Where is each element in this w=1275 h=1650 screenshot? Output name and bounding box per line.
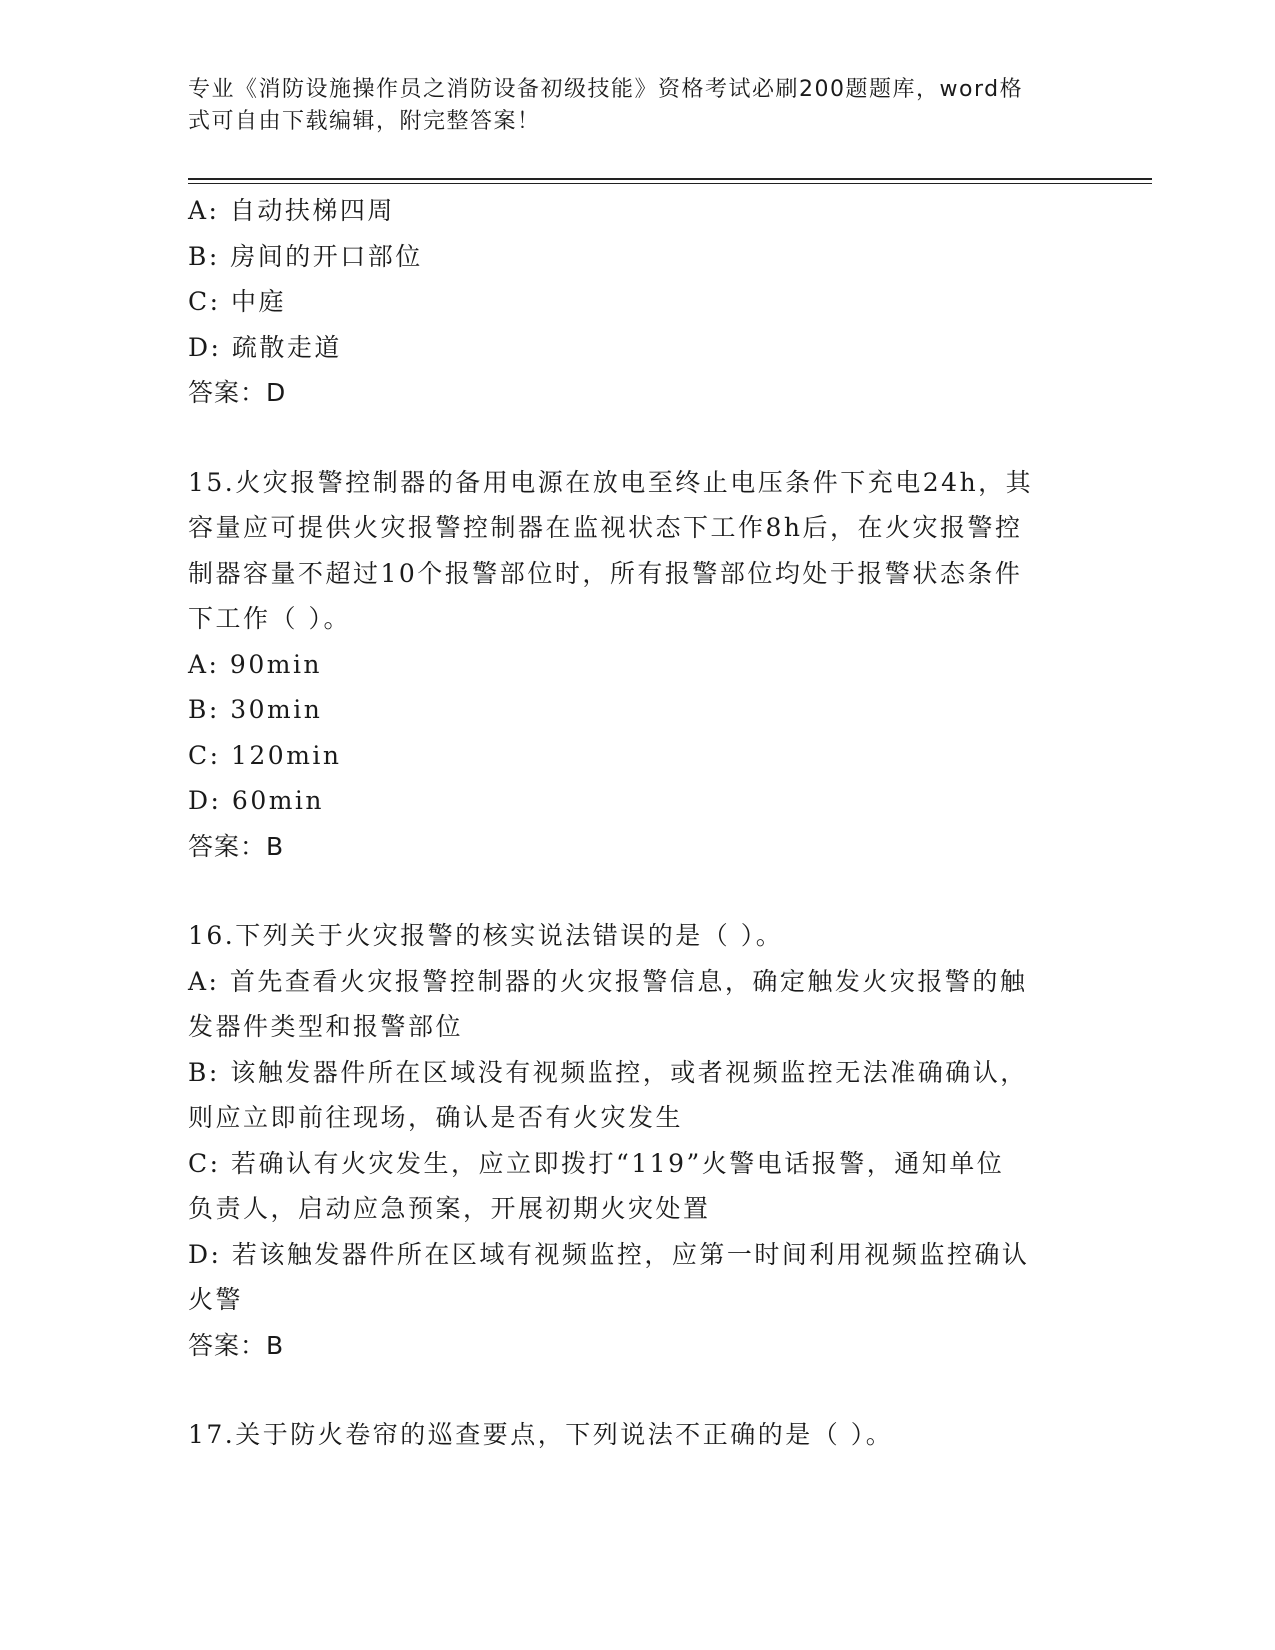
q15-option-a: A: 90min (188, 649, 323, 679)
q15-option-c: C: 120min (188, 740, 342, 770)
question-15-block (188, 460, 1088, 870)
q14-answer: 答案：D (188, 378, 287, 407)
question-16-block (188, 913, 1088, 1368)
q16-option-c-line-2: 负责人，启动应急预案，开展初期火灾处置 (188, 1194, 711, 1223)
question-list (188, 188, 1088, 1458)
header-rule-thick (188, 178, 1152, 180)
header-line-1: 专业《消防设施操作员之消防设备初级技能》资格考试必刷200题题库，word格 (188, 77, 1024, 102)
q15-option-b: B: 30min (188, 695, 323, 724)
page-header (188, 74, 1088, 138)
q15-stem-line-3: 制器容量不超过10个报警部位时，所有报警部位均处于报警状态条件 (188, 558, 1023, 588)
q16-option-c-line-1: C: 若确认有火灾发生，应立即拨打“119”火警电话报警，通知单位 (188, 1148, 1005, 1178)
q16-stem-line-1: 16.下列关于火灾报警的核实说法错误的是（ ）。 (188, 921, 784, 950)
q16-option-a-line-2: 发器件类型和报警部位 (188, 1012, 464, 1041)
q16-option-b-line-2: 则应立即前往现场，确认是否有火灾发生 (188, 1103, 684, 1132)
q14-option-d: D: 疏散走道 (188, 332, 342, 362)
q15-stem-line-4: 下工作（ ）。 (188, 604, 351, 633)
header-rule-thin (188, 183, 1152, 184)
q15-answer: 答案：B (188, 831, 285, 861)
q15-option-d: D: 60min (188, 786, 325, 815)
question-17-block (188, 1412, 1088, 1458)
q16-option-d-line-1: D: 若该触发器件所在区域有视频监控，应第一时间利用视频监控确认 (188, 1239, 1030, 1269)
question-14-block (188, 188, 1088, 416)
q14-option-c: C: 中庭 (188, 287, 286, 316)
q15-stem-line-2: 容量应可提供火灾报警控制器在监视状态下工作8h后，在火灾报警控 (188, 513, 1023, 542)
q14-option-a: A: 自动扶梯四周 (188, 196, 395, 225)
q16-option-a-line-1: A: 首先查看火灾报警控制器的火灾报警信息，确定触发火灾报警的触 (188, 966, 1028, 996)
q14-option-b: B: 房间的开口部位 (188, 241, 423, 271)
header-line-2: 式可自由下载编辑，附完整答案！ (188, 109, 541, 134)
q16-option-b-line-1: B: 该触发器件所在区域没有视频监控，或者视频监控无法准确确认， (188, 1057, 1028, 1087)
q17-stem-line-1: 17.关于防火卷帘的巡查要点，下列说法不正确的是（ ）。 (188, 1420, 894, 1449)
q16-answer: 答案：B (188, 1330, 285, 1360)
q16-option-d-line-2: 火警 (188, 1285, 244, 1314)
q15-stem-line-1: 15.火灾报警控制器的备用电源在放电至终止电压条件下充电24h，其 (188, 467, 1034, 497)
